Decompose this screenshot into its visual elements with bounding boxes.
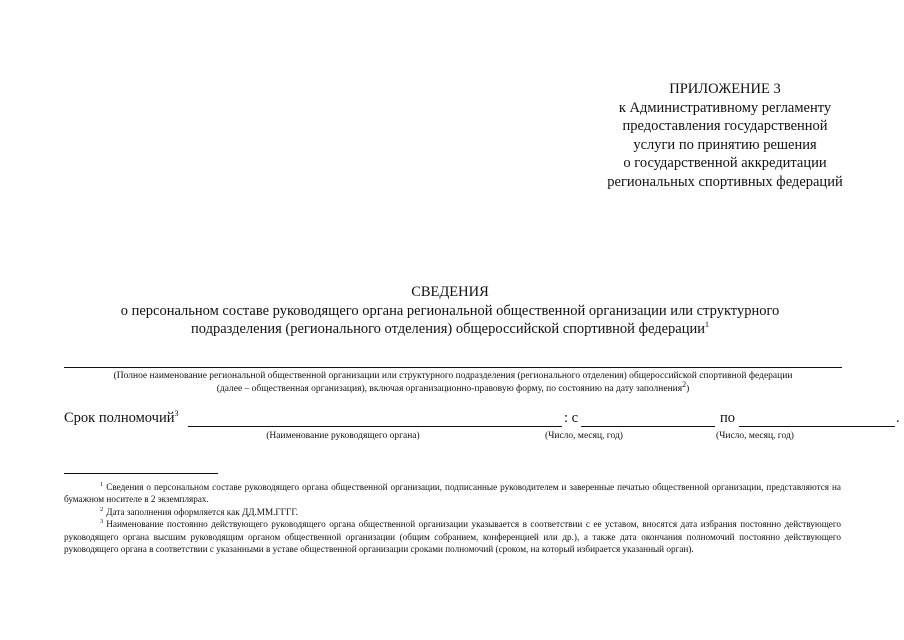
document-heading: СВЕДЕНИЯ xyxy=(411,284,489,300)
organization-caption xyxy=(60,370,846,396)
appendix-header xyxy=(560,80,890,192)
footnote-text: Сведения о персональном составе руководящего органа общественной организации, подписанные руководителем и заверенные печатью общественной организации, представляются на бумажном носителе в 2 экземплярах. xyxy=(64,482,841,505)
end-date-caption: (Число, месяц, год) xyxy=(716,431,794,441)
footnote-number: 1 xyxy=(100,480,104,488)
footnote-number: 3 xyxy=(100,518,104,526)
term-from-label: : с xyxy=(564,410,579,426)
term-end-punctuation: . xyxy=(896,410,900,426)
term-label: Срок полномочий xyxy=(64,410,175,426)
organization-name-field[interactable] xyxy=(64,367,842,368)
footnote-divider xyxy=(64,473,218,474)
document-subtitle-line: о персональном составе руководящего органа региональной общественной организации или структурного xyxy=(120,302,780,319)
appendix-title: ПРИЛОЖЕНИЕ 3 xyxy=(669,81,781,97)
footnote xyxy=(64,518,841,555)
footnote-ref: 3 xyxy=(174,409,179,419)
term-to-label: по xyxy=(720,410,736,426)
appendix-line: о государственной аккредитации xyxy=(623,155,827,172)
organization-caption-line xyxy=(60,379,846,396)
footnote-text: Дата заполнения оформляется как ДД.ММ.ГГГГ. xyxy=(106,506,298,517)
footnote-text: Наименование постоянно действующего руководящего органа общественной организации указывается в соответствии с ее уставом, вносятся дата избрания постоянно действующего руководящего органа высшим руководящим органом общественной организации (общим собранием, конференцией или др.), а также дата окончания полномочий постоянно действующего руководящего органа в соответствии с указанными в уставе общественной организации сроками полномочий (сроком, на который избирается указанный орган). xyxy=(64,519,841,555)
appendix-line: к Административному регламенту xyxy=(618,99,832,116)
term-row xyxy=(64,409,900,432)
document-subtitle-line xyxy=(60,320,840,339)
governing-body-field[interactable] xyxy=(188,410,562,427)
governing-body-caption: (Наименование руководящего органа) xyxy=(266,431,420,441)
appendix-line: региональных спортивных федераций xyxy=(607,173,843,190)
footnote-ref: 2 xyxy=(682,379,687,389)
organization-caption-close: ) xyxy=(686,384,690,394)
appendix-line: предоставления государственной xyxy=(622,118,828,135)
term-end-date-field[interactable] xyxy=(739,410,895,427)
document-subtitle-text: подразделения (регионального отделения) общероссийской спортивной федерации xyxy=(191,321,705,338)
term-start-date-field[interactable] xyxy=(581,410,715,427)
organization-caption-text: (далее – общественная организация), включая организационно-правовую форму, по состоянию на дату заполнения xyxy=(216,384,683,394)
footnote xyxy=(64,506,841,518)
organization-caption-line: (Полное наименование региональной общественной организации или структурного подразделения (регионального отделения) общероссийской спортивной федерации xyxy=(113,371,793,381)
document-title-block xyxy=(60,283,840,339)
footnotes xyxy=(64,481,841,555)
footnote-ref: 1 xyxy=(705,320,709,330)
term-label-wrap xyxy=(64,410,179,427)
appendix-line: услуги по принятию решения xyxy=(633,136,817,153)
footnote-number: 2 xyxy=(100,505,104,513)
footnote xyxy=(64,481,841,506)
start-date-caption: (Число, месяц, год) xyxy=(545,431,623,441)
